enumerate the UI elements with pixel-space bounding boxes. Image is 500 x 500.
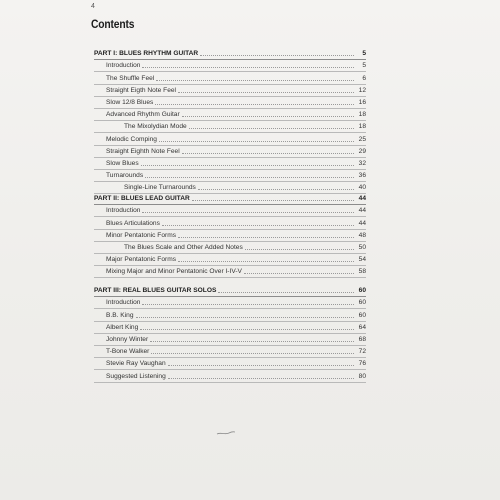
toc-entry-page: 29 — [358, 147, 366, 155]
toc-entry-title: PART II: BLUES LEAD GUITAR — [94, 195, 190, 203]
toc-entry-title: Stevie Ray Vaughan — [106, 360, 166, 368]
toc-dot-leader — [140, 328, 354, 330]
toc-entry-title: Introduction — [106, 207, 141, 215]
toc-dot-leader — [198, 188, 354, 190]
toc-entry — [94, 346, 366, 358]
toc-entry — [94, 109, 366, 121]
toc-part-3 — [94, 285, 366, 383]
toc-entry — [94, 72, 366, 84]
toc-entry — [94, 370, 366, 382]
toc-entry-page: 60 — [358, 311, 366, 319]
toc-entry-title: PART I: BLUES RHYTHM GUITAR — [94, 50, 199, 58]
toc-entry-title: Introduction — [106, 299, 141, 307]
toc-part-heading — [94, 285, 366, 297]
toc-entry-title: Straight Eighth Note Feel — [106, 147, 180, 155]
toc-entry — [94, 97, 366, 109]
toc-entry-page: 6 — [362, 74, 366, 82]
toc-entry-page: 80 — [358, 372, 366, 380]
toc-dot-leader — [142, 211, 354, 213]
toc-entry-title: Mixing Major and Minor Pentatonic Over I-IV-V — [106, 268, 242, 276]
toc-dot-leader — [155, 103, 354, 105]
toc-part-heading — [94, 193, 366, 205]
toc-entry — [94, 121, 366, 133]
toc-dot-leader — [162, 224, 354, 226]
toc-entry — [94, 205, 366, 217]
toc-dot-leader — [182, 115, 354, 117]
toc-entry-title: Straight Eigth Note Feel — [106, 86, 177, 94]
page-number: 4 — [91, 3, 95, 10]
toc-entry — [94, 133, 366, 145]
toc-entry-page: 18 — [358, 123, 366, 131]
toc-entry-page: 44 — [358, 219, 366, 227]
toc-dot-leader — [142, 66, 354, 68]
toc-entry — [94, 217, 366, 229]
toc-entry-title: Melodic Comping — [106, 135, 157, 143]
toc-part-heading — [94, 48, 366, 60]
toc-entry — [94, 358, 366, 370]
toc-entry-page: 12 — [358, 86, 366, 94]
toc-entry — [94, 146, 366, 158]
toc-entry — [94, 297, 366, 309]
pen-mark-icon — [216, 430, 236, 436]
toc-entry-title: T-Bone Walker — [106, 348, 150, 356]
toc-entry-page: 50 — [358, 243, 366, 251]
page-title: Contents — [91, 17, 135, 31]
toc-entry — [94, 85, 366, 97]
toc-dot-leader — [178, 91, 354, 93]
toc-entry — [94, 254, 366, 266]
toc-entry — [94, 266, 366, 278]
toc-entry-title: The Blues Scale and Other Added Notes — [124, 243, 243, 251]
toc-entry-title: Turnarounds — [106, 172, 144, 180]
toc-entry-title: The Shuffle Feel — [106, 74, 155, 82]
toc-dot-leader — [156, 79, 354, 81]
toc-entry-page: 68 — [358, 335, 366, 343]
toc-entry-page: 16 — [358, 98, 366, 106]
toc-dot-leader — [142, 303, 354, 305]
toc-dot-leader — [245, 248, 354, 250]
toc-dot-leader — [168, 377, 354, 379]
toc-entry-title: Blues Articulations — [106, 219, 160, 227]
toc-dot-leader — [182, 152, 354, 154]
toc-dot-leader — [178, 260, 354, 262]
toc-entry-title: Major Pentatonic Forms — [106, 256, 176, 264]
toc-entry-page: 58 — [358, 268, 366, 276]
toc-entry-page: 36 — [358, 172, 366, 180]
toc-entry-page: 18 — [358, 111, 366, 119]
toc-entry-page: 76 — [358, 360, 366, 368]
toc-entry-page: 32 — [358, 159, 366, 167]
toc-dot-leader — [178, 236, 354, 238]
toc-part-2 — [94, 193, 366, 278]
toc-dot-leader — [192, 199, 354, 201]
toc-dot-leader — [159, 140, 354, 142]
toc-entry — [94, 242, 366, 254]
toc-entry-page: 60 — [358, 287, 366, 295]
toc-entry — [94, 334, 366, 346]
toc-entry-title: Johnny Winter — [106, 335, 149, 343]
toc-entry-title: Minor Pentatonic Forms — [106, 231, 176, 239]
toc-entry-title: Albert King — [106, 323, 139, 331]
toc-part-1 — [94, 48, 366, 194]
toc-entry-title: B.B. King — [106, 311, 134, 319]
toc-entry-page: 60 — [358, 299, 366, 307]
toc-entry-page: 44 — [358, 207, 366, 215]
toc-entry-title: Suggested Listening — [106, 372, 166, 380]
toc-dot-leader — [151, 352, 354, 354]
toc-entry-page: 44 — [358, 195, 366, 203]
toc-dot-leader — [141, 164, 354, 166]
toc-entry — [94, 230, 366, 242]
toc-entry-title: The Mixolydian Mode — [124, 123, 187, 131]
toc-entry-title: Slow 12/8 Blues — [106, 98, 154, 106]
toc-entry-page: 25 — [358, 135, 366, 143]
toc-entry-page: 5 — [362, 50, 366, 58]
toc-dot-leader — [218, 291, 354, 293]
toc-dot-leader — [168, 364, 354, 366]
toc-entry-page: 54 — [358, 256, 366, 264]
toc-dot-leader — [189, 127, 354, 129]
toc-dot-leader — [145, 176, 354, 178]
toc-dot-leader — [150, 340, 354, 342]
toc-entry — [94, 60, 366, 72]
toc-entry-page: 40 — [358, 184, 366, 192]
toc-entry-title: Single-Line Turnarounds — [124, 184, 196, 192]
toc-entry — [94, 158, 366, 170]
toc-entry-page: 64 — [358, 323, 366, 331]
toc-entry-title: PART III: REAL BLUES GUITAR SOLOS — [94, 287, 217, 295]
toc-entry-page: 5 — [362, 62, 366, 70]
toc-dot-leader — [136, 316, 355, 318]
toc-entry-page: 48 — [358, 231, 366, 239]
toc-entry-page: 72 — [358, 348, 366, 356]
toc-entry — [94, 309, 366, 321]
toc-entry — [94, 322, 366, 334]
toc-entry — [94, 170, 366, 182]
toc-entry-title: Advanced Rhythm Guitar — [106, 111, 180, 119]
toc-dot-leader — [244, 272, 354, 274]
toc-dot-leader — [200, 54, 354, 56]
toc-entry-title: Introduction — [106, 62, 141, 70]
toc-entry-title: Slow Blues — [106, 159, 139, 167]
